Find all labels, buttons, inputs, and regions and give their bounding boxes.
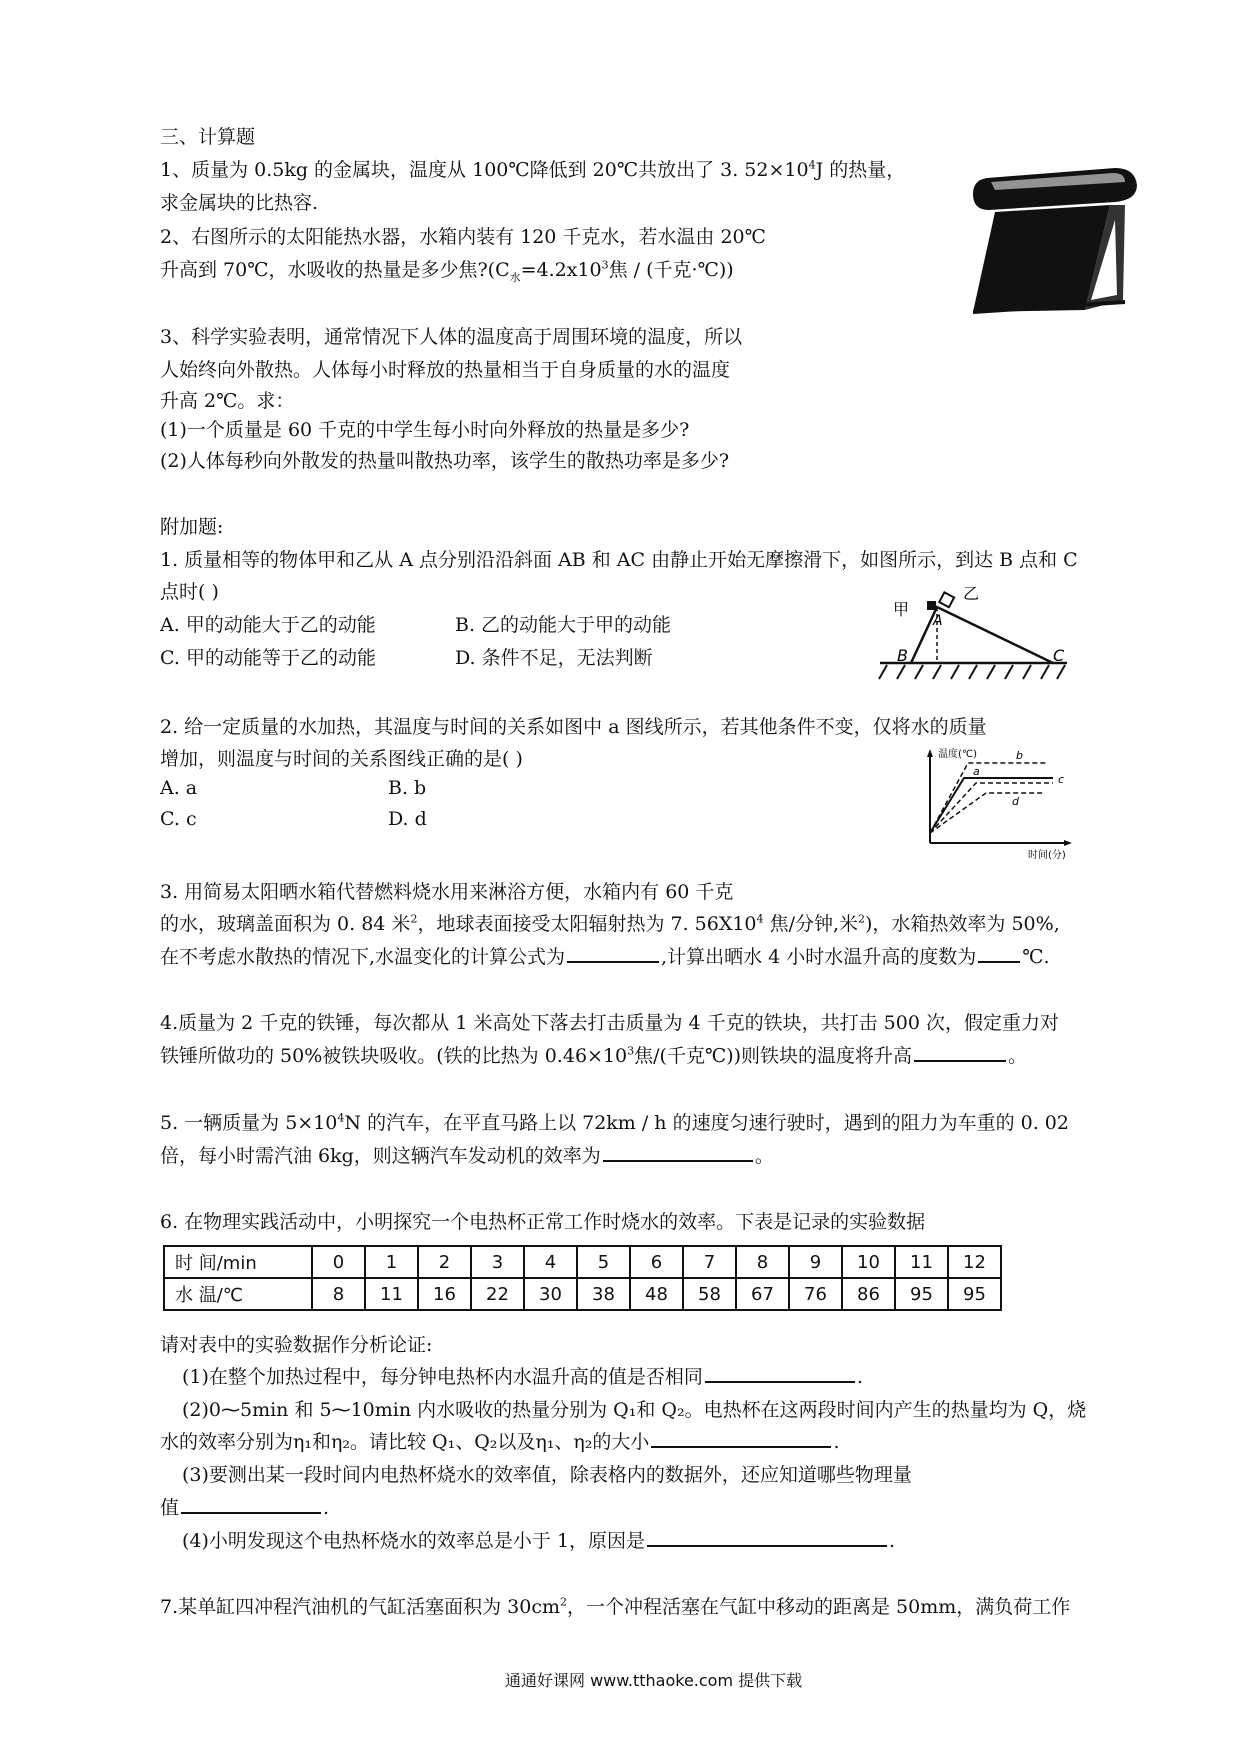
table-cell: 0 xyxy=(312,1246,365,1278)
table-cell: 76 xyxy=(789,1278,842,1310)
answer-blank-degrees[interactable] xyxy=(978,943,1020,963)
extra-question-1-line-1: 1. 质量相等的物体甲和乙从 A 点分别沿沿斜面 AB 和 AC 由静止开始无摩擦滑下，如图所示，到达 B 点和 C xyxy=(160,549,1078,571)
table-cell: 2 xyxy=(418,1246,471,1278)
graph-label-b: b xyxy=(1016,749,1023,762)
table-cell: 5 xyxy=(577,1246,630,1278)
table-cell: 1 xyxy=(365,1246,418,1278)
extra-question-4-line-1: 4.质量为 2 千克的铁锤，每次都从 1 米高处下落去打击质量为 4 千克的铁块，共打击 500 次，假定重力对 xyxy=(160,1012,1059,1034)
table-header-temperature: 水 温/℃ xyxy=(164,1278,312,1310)
table-cell: 95 xyxy=(895,1278,948,1310)
table-row-temperature xyxy=(164,1278,1001,1310)
table-cell: 58 xyxy=(683,1278,736,1310)
solar-water-heater-figure xyxy=(965,160,1145,320)
extra-question-5-line-1: 5. 一辆质量为 $5\times 10^4N$ 的汽车，在平直马路上以 72km / h 的速度匀速行驶时，遇到的阻力为车重的 0. 02 xyxy=(160,1111,1069,1134)
extra-question-6-part-3-line-1: (3)要测出某一段时间内电热杯烧水的效率值，除表格内的数据外，还应知道哪些物理量 xyxy=(182,1464,912,1486)
graph-label-a: a xyxy=(973,765,980,778)
table-cell: 11 xyxy=(365,1278,418,1310)
incline-label-a: A xyxy=(933,613,943,629)
extra-question-1-option-a: A. 甲的动能大于乙的动能 xyxy=(160,614,376,636)
extra-question-2-option-a: A. a xyxy=(160,777,198,799)
table-cell: 11 xyxy=(895,1246,948,1278)
question-3-line-1: 3、科学实验表明，通常情况下人体的温度高于周围环境的温度，所以 xyxy=(160,326,743,348)
answer-blank-formula[interactable] xyxy=(567,943,659,963)
question-2-line-1: 2、右图所示的太阳能热水器，水箱内装有 120 千克水，若水温由 20℃ xyxy=(160,226,766,248)
question-3-part-1: (1)一个质量是 60 千克的中学生每小时向外释放的热量是多少? xyxy=(160,419,690,441)
answer-blank-6-2[interactable] xyxy=(651,1428,831,1448)
table-cell: 4 xyxy=(524,1246,577,1278)
question-3-line-2: 人始终向外散热。人体每小时释放的热量相当于自身质量的水的温度 xyxy=(160,359,731,381)
extra-question-6-part-2-line-1: (2)0⁓5min 和 5⁓10min 内水吸收的热量分别为 Q₁和 Q₂。电热杯在这两段时间内产生的热量均为 Q，烧 xyxy=(182,1399,1087,1421)
answer-blank-6-1[interactable] xyxy=(705,1363,855,1383)
extra-question-1-option-d: D. 条件不足，无法判断 xyxy=(455,647,653,669)
question-1-line-2: 求金属块的比热容. xyxy=(160,192,319,214)
extra-question-2-line-1: 2. 给一定质量的水加热，其温度与时间的关系如图中 a 图线所示，若其他条件不变，仅将水的质量 xyxy=(160,716,987,738)
answer-blank-efficiency[interactable] xyxy=(603,1142,753,1162)
answer-blank-6-3[interactable] xyxy=(181,1494,321,1514)
temperature-time-graph xyxy=(918,745,1078,865)
extra-question-6-line-1: 6. 在物理实践活动中，小明探究一个电热杯正常工作时烧水的效率。下表是记录的实验数据 xyxy=(160,1211,926,1233)
incline-label-yi: 乙 xyxy=(963,585,980,603)
extra-question-1-line-2: 点时( ) xyxy=(160,581,219,603)
table-cell: 6 xyxy=(630,1246,683,1278)
table-cell: 7 xyxy=(683,1246,736,1278)
extra-question-6-intro: 请对表中的实验数据作分析论证: xyxy=(160,1334,433,1356)
question-3-part-2: (2)人体每秒向外散发的热量叫散热功率，该学生的散热功率是多少? xyxy=(160,450,730,472)
extra-question-6-part-2-line-2: 水的效率分别为η₁和η₂。请比较 Q₁、Q₂以及η₁、η₂的大小 . xyxy=(160,1427,839,1454)
extra-question-7-line-1: 7.某单缸四冲程汽油机的气缸活塞面积为 $30cm^2$，一个冲程活塞在气缸中移动的距离是 50mm，满负荷工作 xyxy=(160,1595,1071,1618)
extra-question-6-part-4: (4)小明发现这个电热杯烧水的效率总是小于 1，原因是 . xyxy=(182,1526,895,1553)
incline-figure xyxy=(875,585,1075,685)
extra-question-2-option-c: C. c xyxy=(160,808,197,830)
table-cell: 10 xyxy=(842,1246,895,1278)
table-cell: 86 xyxy=(842,1278,895,1310)
extra-question-3-line-2: 的水，玻璃盖面积为 0. 84 米$^2$，地球表面接受太阳辐射热为 7. $56X10^4$ 焦/分钟,米$^2$)，水箱热效率为 50%, xyxy=(160,912,1060,935)
table-cell: 30 xyxy=(524,1278,577,1310)
graph-label-c: c xyxy=(1058,773,1065,786)
table-cell: 95 xyxy=(948,1278,1001,1310)
table-cell: 22 xyxy=(471,1278,524,1310)
graph-label-d: d xyxy=(1012,795,1019,808)
incline-label-jia: 甲 xyxy=(893,600,910,619)
table-cell: 9 xyxy=(789,1246,842,1278)
table-cell: 12 xyxy=(948,1246,1001,1278)
table-cell: 48 xyxy=(630,1278,683,1310)
extra-question-1-option-b: B. 乙的动能大于甲的动能 xyxy=(455,614,672,636)
table-header-time: 时 间/min xyxy=(164,1246,312,1278)
extra-question-4-line-2: 铁锤所做功的 50%被铁块吸收。(铁的比热为 $0.46\times 10^3$焦/(千克℃))则铁块的温度将升高 。 xyxy=(160,1041,1027,1068)
section-title-extra: 附加题: xyxy=(160,516,224,538)
extra-question-2-line-2: 增加，则温度与时间的关系图线正确的是( ) xyxy=(160,748,523,770)
graph-y-label: 温度(℃) xyxy=(938,749,978,760)
question-1-line-1: 1、质量为 0.5kg 的金属块，温度从 100℃降低到 20℃共放出了 3. $52\times 10^4J$ 的热量， xyxy=(160,158,906,181)
graph-x-label: 时间(分) xyxy=(1028,850,1066,861)
heating-data-table xyxy=(163,1245,1002,1311)
answer-blank-6-4[interactable] xyxy=(647,1527,887,1547)
answer-blank-temperature-rise[interactable] xyxy=(914,1042,1006,1062)
extra-question-6-part-3-line-2: 值 . xyxy=(160,1493,329,1520)
table-cell: 38 xyxy=(577,1278,630,1310)
page-footer: 通通好课网 www.tthaoke.com 提供下载 xyxy=(505,1671,803,1690)
table-cell: 16 xyxy=(418,1278,471,1310)
table-row-time xyxy=(164,1246,1001,1278)
table-cell: 8 xyxy=(736,1246,789,1278)
extra-question-2-option-d: D. d xyxy=(388,808,427,830)
extra-question-3-line-3: 在不考虑水散热的情况下,水温变化的计算公式为 ,计算出晒水 4 小时水温升高的度数为 ℃. xyxy=(160,942,1050,969)
incline-label-c: C xyxy=(1053,646,1065,665)
extra-question-6-part-1: (1)在整个加热过程中，每分钟电热杯内水温升高的值是否相同 . xyxy=(182,1362,863,1389)
table-cell: 3 xyxy=(471,1246,524,1278)
question-2-line-2: 升高到 70℃，水吸收的热量是多少焦$?(C_水=4.2x10^3$焦 / (千克·℃)) xyxy=(160,258,734,284)
question-3-line-3: 升高 2℃。求： xyxy=(160,390,295,412)
extra-question-1-option-c: C. 甲的动能等于乙的动能 xyxy=(160,647,376,669)
section-title-calculation: 三、计算题 xyxy=(160,126,256,148)
extra-question-5-line-2: 倍，每小时需汽油 6kg，则这辆汽车发动机的效率为 。 xyxy=(160,1141,774,1168)
incline-label-b: B xyxy=(897,646,908,665)
extra-question-2-option-b: B. b xyxy=(388,777,427,799)
extra-question-3-line-1: 3. 用简易太阳晒水箱代替燃料烧水用来淋浴方便，水箱内有 60 千克 xyxy=(160,881,734,903)
table-cell: 8 xyxy=(312,1278,365,1310)
table-cell: 67 xyxy=(736,1278,789,1310)
